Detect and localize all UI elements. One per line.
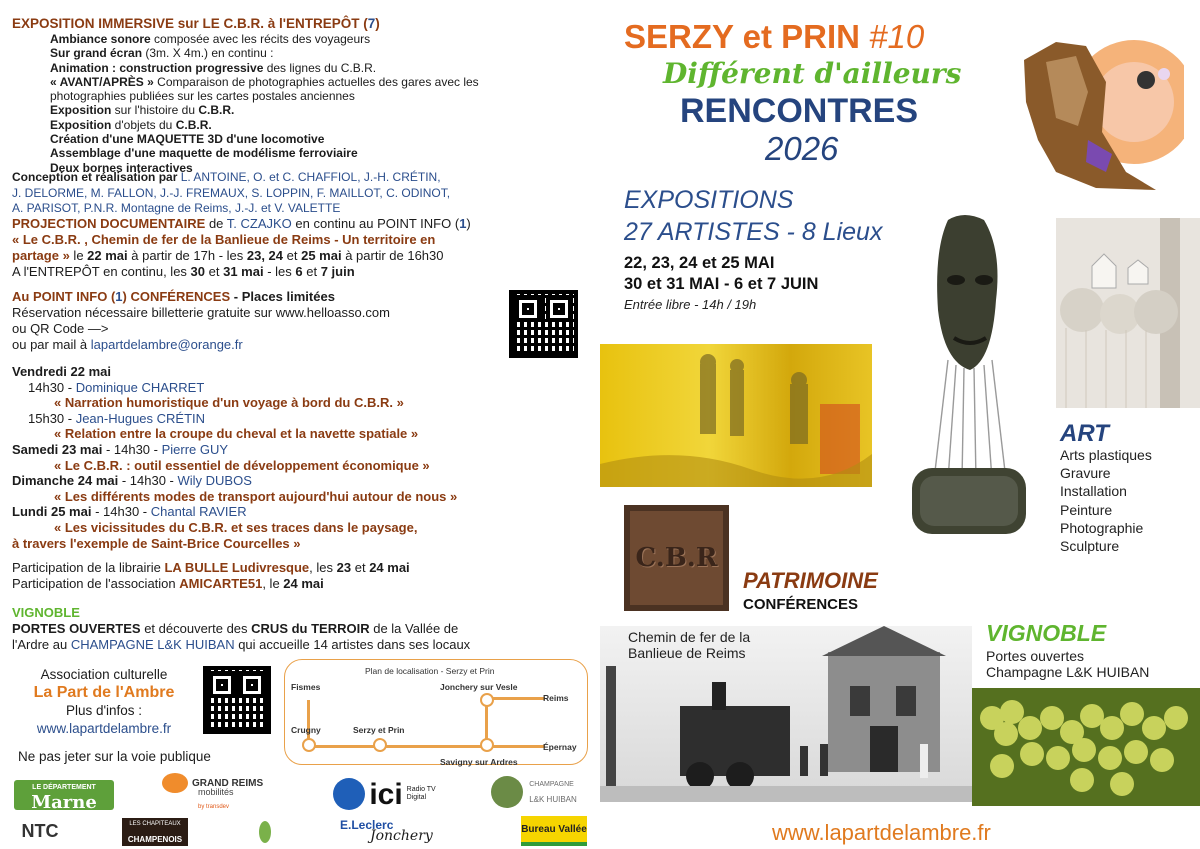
art-discipline: Photographie (1060, 519, 1144, 536)
art-discipline: Sculpture (1060, 538, 1120, 555)
vignoble-text: Portes ouvertes Champagne L&K HUIBAN (986, 648, 1150, 680)
painting-image (600, 344, 872, 487)
dates-may: 22, 23, 24 et 25 MAI (624, 254, 775, 272)
map-route (307, 745, 487, 748)
expo-immersive-title: EXPOSITION IMMERSIVE sur LE C.B.R. à l'ENTREPÔT (7) (12, 16, 380, 31)
conception-credits: Conception et réalisation par L. ANTOINE, O. et C. CHAFFIOL, J.-H. CRÉTIN, J. DELORME, M. FALLON, J.-J. FREMAUX, S. LOPPIN, F. MAILLOT, C. ODINOT, A. PARISOT, P.N.R. Montagne de Reims, J.-J. et V. VALETTE (12, 170, 451, 215)
no-throw-notice: Ne pas jeter sur la voie publique (18, 749, 211, 764)
expo-line: Sur grand écran (3m. X 4m.) en continu : (50, 46, 274, 61)
map-label: Fismes (291, 682, 321, 692)
crystal-artwork-image (1016, 22, 1184, 192)
expo-line: Création d'une MAQUETTE 3D d'une locomotive (50, 132, 325, 147)
dates-may-june: 30 et 31 MAI - 6 et 7 JUIN (624, 275, 819, 293)
mask-sculpture-image (904, 210, 1034, 540)
expo-line: photographies publiées sur les cartes postales anciennes (50, 89, 355, 104)
map-stop-serzy (373, 738, 387, 752)
right-panel (600, 0, 1200, 849)
cbr-plaque-image: C.B.R (624, 505, 729, 611)
art-disciplines-list (1060, 446, 1152, 555)
vignoble-block-left: VIGNOBLE PORTES OUVERTES et découverte des CRUS du TERROIR de la Vallée de l'Ardre au CHAMPAGNE L&K HUIBAN qui accueille 14 artistes dans ses locaux (12, 605, 471, 652)
expo-line: Exposition d'objets du C.B.R. (50, 117, 212, 132)
year: 2026 (765, 130, 839, 167)
location-map (284, 659, 588, 765)
projection-block: PROJECTION DOCUMENTAIRE de T. CZAJKO en continu au POINT INFO (1) « Le C.B.R. , Chemin de fer de la Banlieue de Reims - Un territoire en partage » le 22 mai à partir de 17h - les 23, 24 et 25 mai à partir de 16h30 A l'ENTREPÔT en continu, les 30 et 31 mai - les 6 et 7 juin (12, 216, 471, 279)
art-discipline: Gravure (1060, 465, 1111, 482)
conferences-label: CONFÉRENCES (743, 596, 859, 613)
map-stop-crugny (302, 738, 316, 752)
ici-radio-logo: ici Radio TV Digital (330, 776, 440, 812)
subtitle: Différent d'ailleurs (663, 57, 962, 90)
expo-line: Exposition sur l'histoire du C.B.R. (50, 103, 235, 118)
map-label: Crugny (291, 725, 321, 735)
asso-website-link[interactable]: www.lapartdelambre.fr (36, 721, 172, 736)
email-link[interactable]: lapartdelambre@orange.fr (90, 337, 243, 352)
map-label: Serzy et Prin (353, 725, 405, 735)
leclerc-logo: E.Leclerc Jonchery (340, 818, 433, 844)
art-discipline: Installation (1060, 483, 1127, 500)
talks-list: Vendredi 22 mai 14h30 - Dominique CHARRET « Narration humoristique d'un voyage à bord du C.B.R. » 15h30 - Jean-Hugues CRÉTIN « Relation entre la croupe du cheval et la navette spatiale » Samedi 23 mai - 14h30 - Pierre GUY « Le C.B.R. : outil essentiel de développement économique » Dimanche 24 mai - 14h30 - Wily DUBOS « Les différents modes de transport aujourd'hui autour de nous » Lundi 25 mai - 14h30 - Chantal RAVIER « Les vicissitudes du C.B.R. et ses traces dans le paysage, à travers l'exemple de Saint-Brice Courcelles » (12, 364, 458, 551)
map-title: Plan de localisation - Serzy et Prin (365, 666, 495, 676)
website-url[interactable]: www.lapartdelambre.fr (772, 820, 991, 845)
artists-count: 27 ARTISTES - 8 Lieux (624, 218, 883, 246)
patrimoine-title: PATRIMOINE (743, 568, 878, 593)
chapiteaux-logo: LES CHAPITEAUX CHAMPENOIS (122, 818, 188, 846)
qr-code-website[interactable] (203, 666, 271, 734)
expo-line: « AVANT/APRÈS » Comparaison de photographies actuelles des gares avec les (50, 74, 479, 89)
installation-image (1056, 218, 1200, 408)
map-label: Jonchery sur Vesle (440, 682, 518, 692)
qr-code-billetterie[interactable] (509, 290, 578, 358)
art-discipline: Arts plastiques (1060, 447, 1152, 463)
rencontres-title: RENCONTRES (680, 92, 919, 130)
map-stop-savigny (480, 738, 494, 752)
map-label: Épernay (543, 742, 577, 752)
expo-line: Deux bornes interactives (50, 160, 193, 175)
map-label: Savigny sur Ardres (440, 757, 518, 767)
art-title: ART (1060, 420, 1109, 447)
map-route (485, 745, 545, 748)
train-station-photo (600, 626, 972, 802)
art-discipline: Peinture (1060, 501, 1113, 518)
participations: Participation de la librairie LA BULLE Ludivresque, les 23 et 24 mai Participation de l'association AMICARTE51, le 24 mai (12, 560, 410, 591)
map-stop-jonchery (480, 693, 494, 707)
entry-hours: Entrée libre - 14h / 19h (624, 297, 757, 312)
marne-logo: LE DÉPARTEMENT Marne (14, 780, 114, 810)
expo-line: Ambiance sonore composée avec les récits des voyageurs (50, 32, 371, 46)
map-route (485, 697, 545, 700)
expo-line: Animation : construction progressive des lignes du C.B.R. (50, 60, 377, 75)
grandreims-logo: GRAND REIMS mobilités by transdev (162, 776, 277, 812)
ntc-logo: NTC (21, 820, 59, 841)
expositions-title: EXPOSITIONS (624, 186, 794, 214)
vignoble-title: VIGNOBLE (986, 620, 1107, 646)
map-label: Reims (543, 693, 569, 703)
association-block: Association culturelle La Part de l'Ambre Plus d'infos : www.lapartdelambre.fr (14, 666, 194, 738)
grapes-photo (972, 688, 1200, 806)
champagne-huiban-logo: CHAMPAGNE L&K HUIBAN (484, 774, 584, 810)
pnr-logo (252, 818, 278, 846)
main-title: SERZY et PRIN #10 (624, 18, 925, 55)
conferences-block: Au POINT INFO (1) CONFÉRENCES - Places limitées Réservation nécessaire billetterie gratuite sur www.helloasso.com ou QR Code —> ou par mail à lapartdelambre@orange.fr (12, 289, 390, 352)
bureau-vallee-logo: Bureau Vallée (521, 816, 587, 846)
expo-line: Assemblage d'une maquette de modélisme ferroviaire (50, 146, 358, 161)
expo-features-list (50, 32, 479, 175)
train-caption: Chemin de fer de la Banlieue de Reims (628, 629, 751, 661)
